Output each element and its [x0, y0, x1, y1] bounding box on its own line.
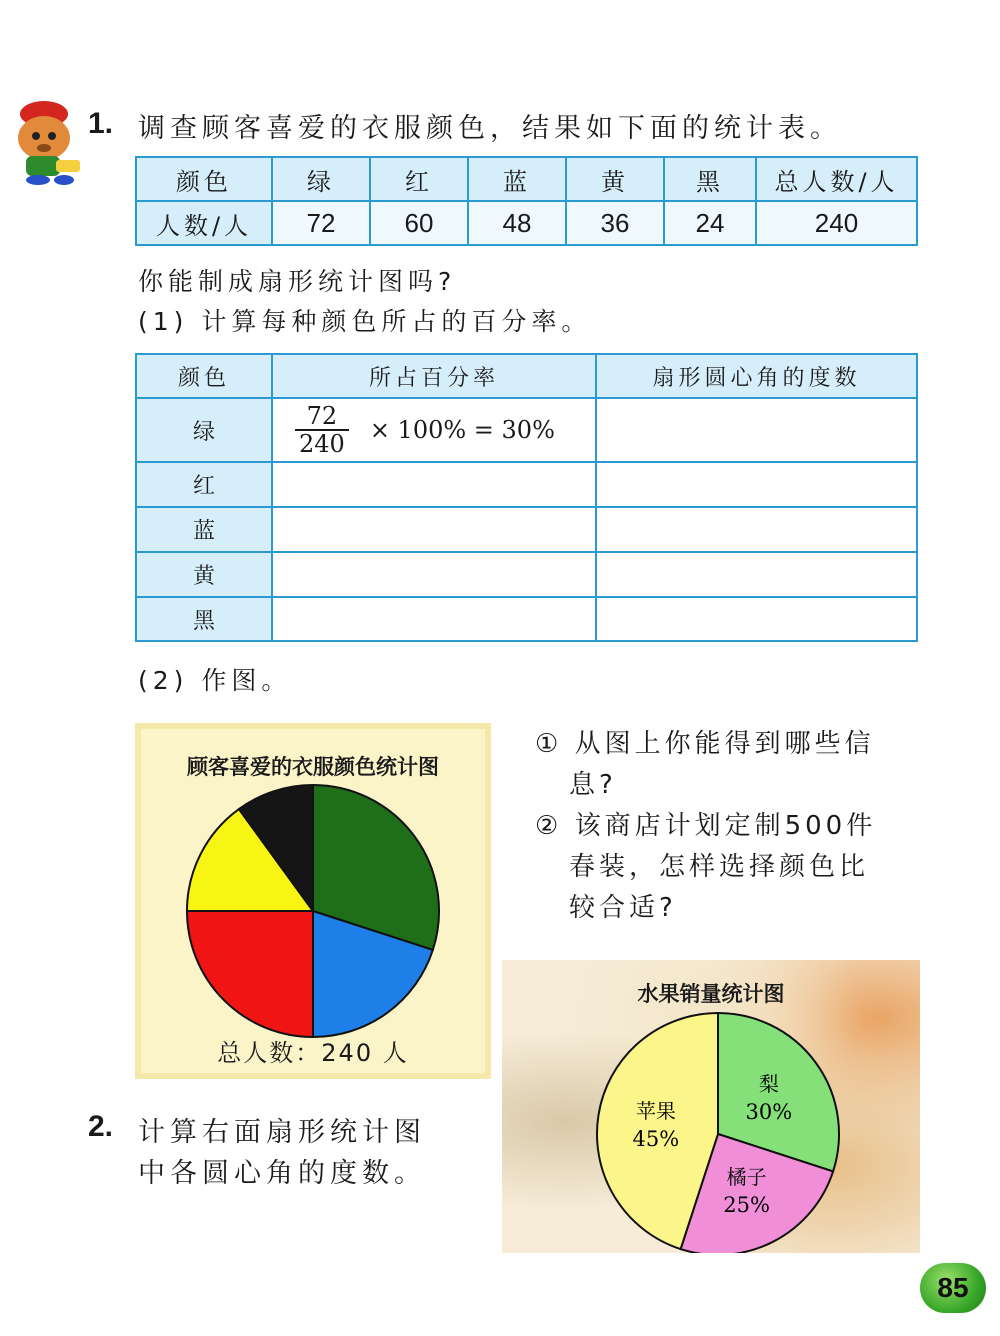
- table-cell: [596, 552, 917, 597]
- table-cell: [596, 597, 917, 641]
- table-header-cell: 总人数/人: [756, 157, 917, 201]
- percentage-formula: × 100% = 30%: [369, 416, 555, 444]
- table-row: [136, 507, 917, 552]
- slice-percent: 30%: [745, 1100, 793, 1125]
- sub-question-2: (2) 作图。: [138, 666, 292, 695]
- table-cell: 72: [272, 201, 370, 245]
- table-row: [136, 552, 917, 597]
- table-cell: 黑: [136, 597, 272, 641]
- table-header-cell: 颜色: [136, 157, 272, 201]
- table-row: [136, 201, 917, 245]
- table-row: [136, 157, 917, 201]
- table-row: [136, 597, 917, 641]
- table-header-cell: 所占百分率: [272, 354, 596, 398]
- slice-percent: 25%: [723, 1193, 770, 1218]
- table-cell: 人数/人: [136, 201, 272, 245]
- table-cell: [596, 462, 917, 507]
- table-cell: 36: [566, 201, 664, 245]
- table-cell: 红: [136, 462, 272, 507]
- pie-slice-2: [187, 911, 313, 1037]
- table-header-cell: 扇形圆心角的度数: [596, 354, 917, 398]
- green-percentage-cell: [272, 398, 596, 462]
- table-cell: 24: [664, 201, 756, 245]
- sub-question-1: (1) 计算每种颜色所占的百分率。: [138, 307, 592, 336]
- table-row: [136, 354, 917, 398]
- fraction-numerator: 72: [295, 403, 349, 431]
- table-cell: 蓝: [136, 507, 272, 552]
- slice-label: 梨: [758, 1072, 779, 1097]
- table-cell: 240: [756, 201, 917, 245]
- question-1-prompt: 你能制成扇形统计图吗?: [138, 267, 457, 296]
- table-row: [136, 462, 917, 507]
- note-line: 春装，怎样选择颜色比: [569, 852, 870, 882]
- table-header-cell: 黄: [566, 157, 664, 201]
- table-cell: 绿: [136, 398, 272, 462]
- table-cell: [272, 507, 596, 552]
- color-pie-chart: [141, 729, 485, 1073]
- question-2-line2: 中各圆心角的度数。: [138, 1158, 426, 1189]
- slice-label: 苹果: [635, 1099, 676, 1124]
- note-line: 较合适?: [569, 893, 677, 923]
- color-pie-chart-panel: [135, 723, 491, 1079]
- table-cell: 60: [370, 201, 468, 245]
- chart-title: 顾客喜爱的衣服颜色统计图: [187, 755, 439, 779]
- note-line: ② 该商店计划定制500件: [535, 811, 877, 841]
- table-header-cell: 蓝: [468, 157, 566, 201]
- fruit-chart-title: 水果销量统计图: [637, 982, 785, 1006]
- question-2-number: 2.: [88, 1110, 114, 1143]
- color-count-table: [135, 156, 918, 246]
- chart-footer: 总人数：240 人: [217, 1039, 409, 1067]
- page-number: 85: [920, 1263, 986, 1313]
- table-cell: 48: [468, 201, 566, 245]
- table-cell: [272, 462, 596, 507]
- table-header-cell: 颜色: [136, 354, 272, 398]
- table-cell: 黄: [136, 552, 272, 597]
- fraction-denominator: 240: [299, 430, 345, 458]
- discussion-questions: [535, 724, 920, 929]
- table-cell: [596, 398, 917, 462]
- table-header-cell: 黑: [664, 157, 756, 201]
- question-1-text: 调查顾客喜爱的衣服颜色，结果如下面的统计表。: [138, 113, 842, 144]
- mascot-icon: [6, 98, 92, 186]
- table-cell: [272, 597, 596, 641]
- note-line: ① 从图上你能得到哪些信: [535, 729, 875, 759]
- percentage-table: [135, 353, 918, 642]
- slice-label: 橘子: [726, 1165, 767, 1190]
- table-cell: [596, 507, 917, 552]
- question-2-line1: 计算右面扇形统计图: [138, 1117, 426, 1148]
- table-cell: [272, 552, 596, 597]
- table-row: [136, 398, 917, 462]
- table-header-cell: 绿: [272, 157, 370, 201]
- slice-percent: 45%: [632, 1127, 680, 1152]
- fraction: [295, 403, 349, 457]
- note-line: 息?: [569, 770, 617, 800]
- fruit-pie-chart: [502, 960, 920, 1253]
- question-1-number: 1.: [88, 107, 114, 140]
- table-header-cell: 红: [370, 157, 468, 201]
